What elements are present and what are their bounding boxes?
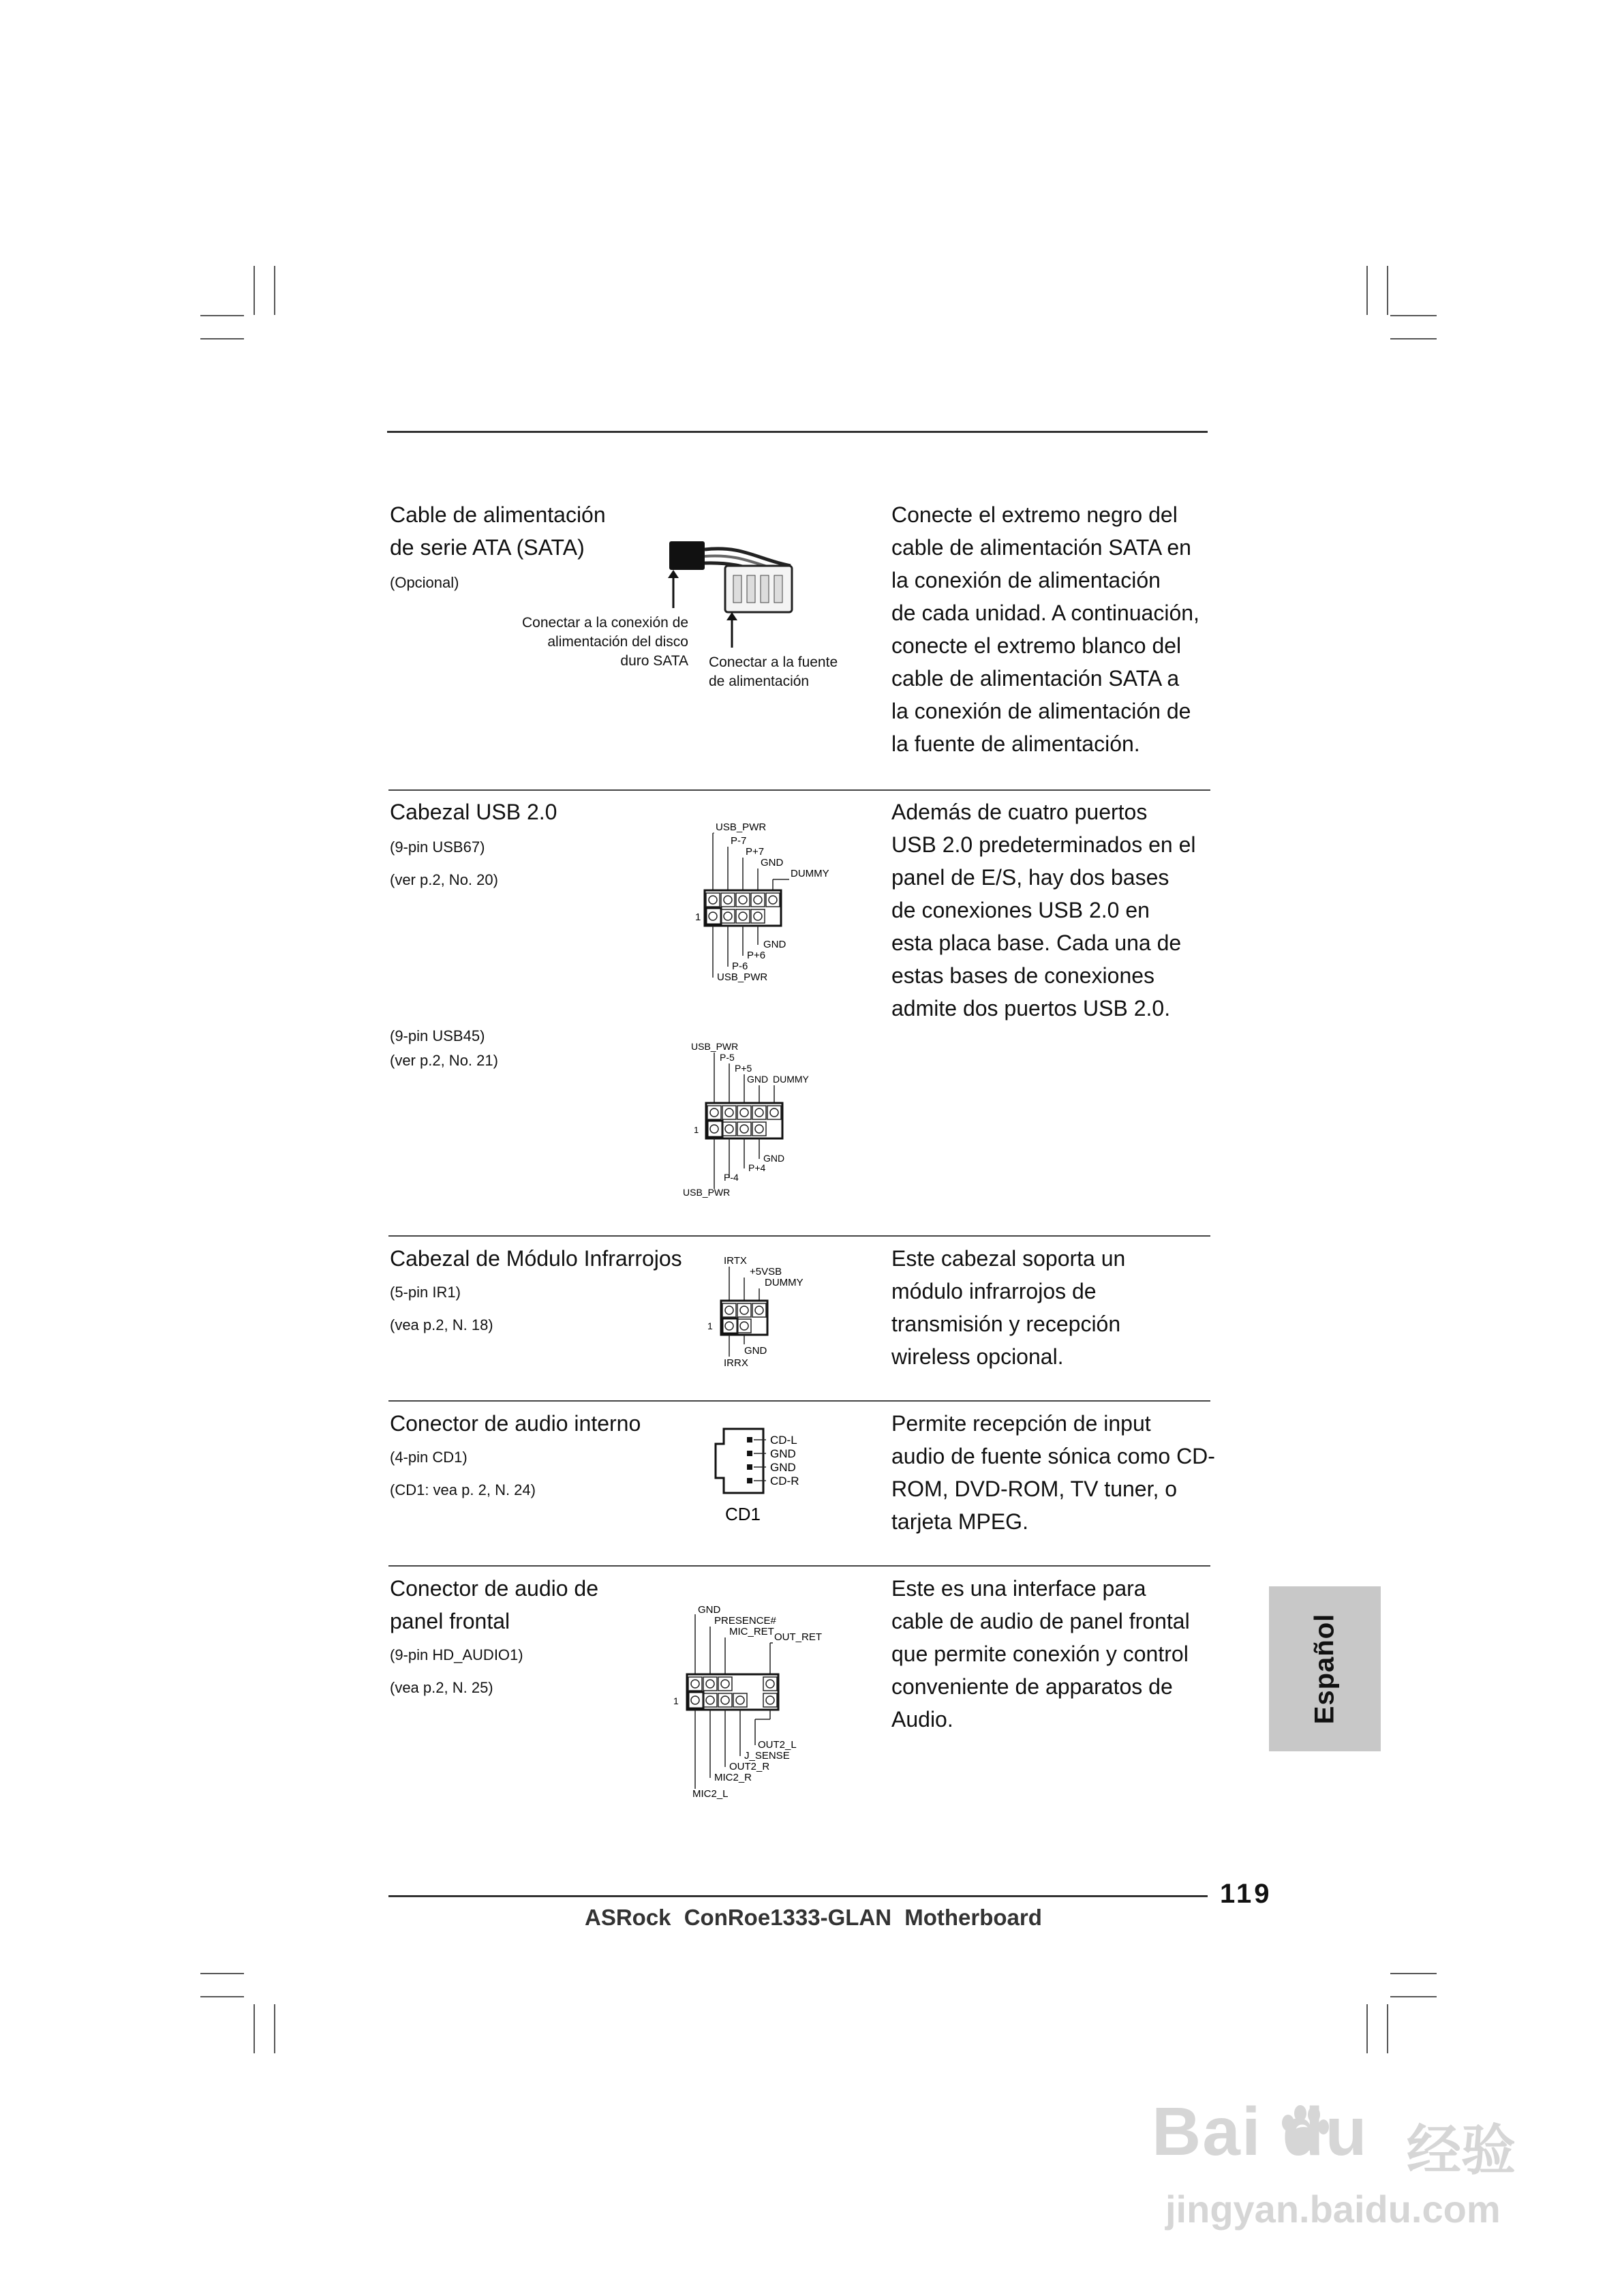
svg-text:P-6: P-6 (732, 961, 748, 972)
section-description: Este cabezal soporta un módulo infrarrojos de transmisión y recepción wireless opcional. (891, 1246, 1126, 1369)
section-note: (9-pin USB67) (390, 839, 485, 856)
svg-text:GND: GND (763, 1153, 785, 1164)
svg-text:OUT2_R: OUT2_R (729, 1761, 770, 1772)
svg-text:CD-L: CD-L (770, 1434, 797, 1447)
section-title: Cabezal USB 2.0 (390, 800, 557, 824)
svg-text:DUMMY: DUMMY (791, 868, 829, 879)
section-description: Conecte el extremo negro del cable de alimentación SATA en la conexión de alimentación de cada unidad. A continuación, conecte el extremo blanco del cable de alimentación SATA a la conexión de alimentación de la fuente de alimentación. (891, 502, 1199, 756)
svg-text:P-5: P-5 (720, 1052, 735, 1063)
svg-text:1: 1 (707, 1320, 713, 1331)
page-number: 119 (1220, 1879, 1272, 1909)
section-note: (Opcional) (390, 574, 459, 591)
sata-psu-caption: Conectar a la fuente de alimentación (709, 654, 838, 689)
language-tab (1269, 1586, 1381, 1751)
usb45-pin-diagram (682, 1036, 845, 1207)
section-note: (9-pin HD_AUDIO1) (390, 1646, 523, 1663)
svg-text:GND: GND (763, 939, 786, 950)
svg-text:P+6: P+6 (747, 950, 766, 961)
svg-text:1: 1 (694, 1125, 699, 1135)
sata-drive-caption: Conectar a la conexión de alimentación del disco duro SATA (522, 615, 688, 669)
section-divider (388, 1235, 1210, 1237)
svg-text:GND: GND (770, 1447, 796, 1460)
section-divider (388, 1400, 1210, 1402)
svg-text:P-4: P-4 (724, 1172, 739, 1183)
svg-text:USB_PWR: USB_PWR (691, 1041, 739, 1052)
svg-text:CD-R: CD-R (770, 1475, 799, 1487)
usb67-pin-diagram (690, 815, 853, 993)
svg-text:P+5: P+5 (735, 1063, 752, 1074)
language-tab-label: Español (1309, 1613, 1340, 1725)
cd1-pin-diagram (709, 1423, 831, 1526)
section-note: (ver p.2, No. 20) (390, 871, 498, 888)
ir-pin-diagram (702, 1252, 838, 1374)
svg-text:DUMMY: DUMMY (765, 1277, 804, 1288)
section-note: (5-pin IR1) (390, 1284, 461, 1301)
watermark-cn: 经验 (1407, 2120, 1516, 2181)
svg-text:DUMMY: DUMMY (773, 1074, 809, 1085)
svg-text:GND: GND (744, 1345, 767, 1357)
svg-text:MIC2_L: MIC2_L (692, 1788, 729, 1800)
section-note: (4-pin CD1) (390, 1449, 468, 1466)
svg-text:P+4: P+4 (748, 1162, 766, 1173)
section-note: (9-pin USB45) (390, 1027, 485, 1044)
svg-text:1: 1 (695, 911, 701, 923)
svg-text:USB_PWR: USB_PWR (717, 971, 768, 983)
svg-text:IRRX: IRRX (724, 1357, 748, 1369)
svg-text:P+7: P+7 (746, 846, 765, 858)
section-description: Este es una interface para cable de audio de panel frontal que permite conexión y control conveniente de apparatos de Audio. (891, 1576, 1190, 1732)
svg-text:OUT2_L: OUT2_L (758, 1739, 797, 1751)
section-divider (388, 789, 1210, 791)
watermark-brand: Bai du (1152, 2094, 1368, 2170)
svg-text:GND: GND (770, 1461, 796, 1474)
svg-text:USB_PWR: USB_PWR (716, 821, 767, 833)
section-note: (vea p.2, N. 25) (390, 1679, 493, 1696)
section-description: Permite recepción de input audio de fuente sónica como CD- ROM, DVD-ROM, TV tuner, o tarjeta MPEG. (891, 1411, 1215, 1534)
section-title: panel frontal (390, 1609, 510, 1633)
hd-audio-pin-diagram (665, 1599, 842, 1804)
svg-text:1: 1 (673, 1695, 679, 1706)
svg-text:MIC2_R: MIC2_R (714, 1772, 752, 1783)
section-divider (388, 1565, 1210, 1567)
section-note: (vea p.2, N. 18) (390, 1316, 493, 1333)
svg-text:USB_PWR: USB_PWR (683, 1187, 731, 1198)
svg-text:GND: GND (761, 857, 784, 868)
svg-text:GND: GND (747, 1074, 769, 1085)
section-note: (CD1: vea p. 2, N. 24) (390, 1481, 536, 1498)
section-title: Cabezal de Módulo Infrarrojos (390, 1246, 682, 1271)
section-title: Conector de audio de (390, 1576, 598, 1601)
svg-text:IRTX: IRTX (724, 1255, 747, 1267)
svg-text:MIC_RET: MIC_RET (729, 1626, 774, 1637)
section-note: (ver p.2, No. 21) (390, 1052, 498, 1069)
svg-text:CD1: CD1 (725, 1504, 761, 1524)
watermark-url: jingyan.baidu.com (1165, 2188, 1501, 2231)
section-title: de serie ATA (SATA) (390, 535, 585, 560)
section-description: Además de cuatro puertos USB 2.0 predeterminados en el panel de E/S, hay dos bases de conexiones USB 2.0 en esta placa base. Cada una de estas bases de conexiones admite dos puertos USB 2.0. (891, 800, 1196, 1021)
svg-text:OUT_RET: OUT_RET (774, 1631, 823, 1643)
svg-text:GND: GND (698, 1604, 721, 1616)
svg-text:P-7: P-7 (731, 835, 747, 847)
footer-title: ASRock ConRoe1333-GLAN Motherboard (585, 1905, 1042, 1930)
section-title: Conector de audio interno (390, 1411, 641, 1436)
svg-text:J_SENSE: J_SENSE (744, 1750, 790, 1762)
svg-text:+5VSB: +5VSB (750, 1266, 782, 1278)
section-title: Cable de alimentación (390, 502, 606, 527)
footer-rule (388, 1895, 1208, 1897)
header-rule (387, 431, 1208, 433)
svg-text:PRESENCE#: PRESENCE# (714, 1615, 776, 1627)
